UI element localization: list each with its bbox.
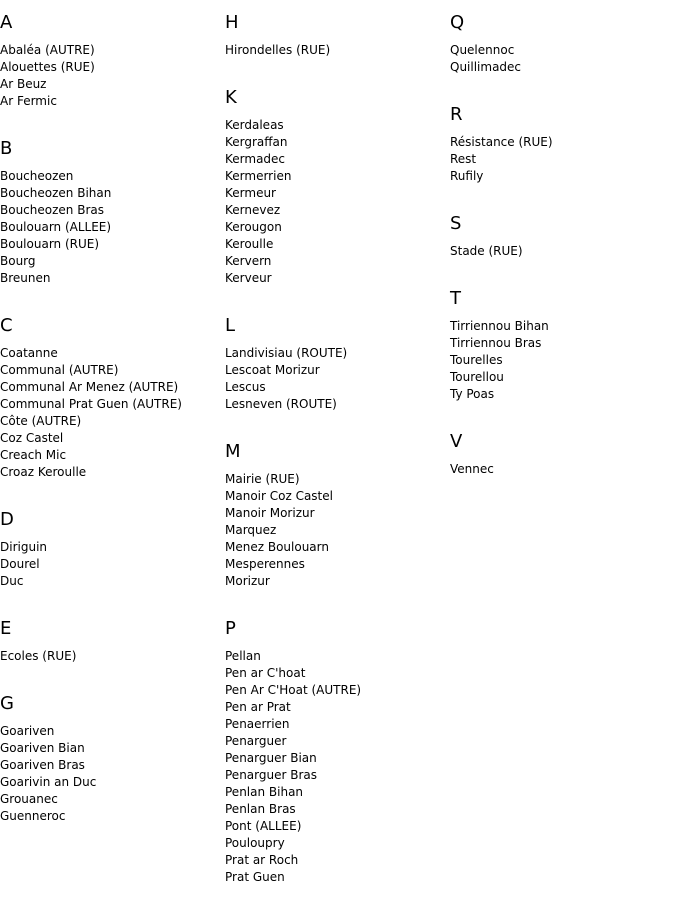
street-link[interactable]: Penarguer [225, 734, 287, 748]
street-link[interactable]: Grouanec [0, 792, 58, 806]
street-link[interactable]: Penlan Bras [225, 802, 296, 816]
street-link[interactable]: Boulouarn (RUE) [0, 237, 100, 251]
street-link[interactable]: Kerougon [225, 220, 282, 234]
street-link[interactable]: Mairie (RUE) [225, 472, 300, 486]
street-link[interactable]: Dourel [0, 557, 40, 571]
street-list [0, 42, 225, 110]
letter-heading: B [0, 138, 13, 159]
street-link[interactable]: Goarivin an Duc [0, 775, 97, 789]
letter-heading: T [450, 288, 461, 309]
street-link[interactable]: Coz Castel [0, 431, 64, 445]
street-link[interactable]: Guenneroc [0, 809, 66, 823]
street-link[interactable]: Manoir Morizur [225, 506, 315, 520]
street-link[interactable]: Kermeur [225, 186, 276, 200]
street-link[interactable]: Coatanne [0, 346, 58, 360]
street-link[interactable]: Boulouarn (ALLEE) [0, 220, 112, 234]
letter-section [0, 693, 225, 825]
street-link[interactable]: Morizur [225, 574, 270, 588]
street-list [225, 471, 450, 590]
letter-heading: C [0, 315, 13, 336]
letter-heading: E [0, 618, 12, 639]
street-link[interactable]: Kermerrien [225, 169, 292, 183]
street-link[interactable]: Manoir Coz Castel [225, 489, 333, 503]
street-link[interactable]: Rufily [450, 169, 484, 183]
street-list [225, 648, 450, 886]
street-list [225, 345, 450, 413]
letter-heading: M [225, 441, 241, 462]
letter-heading: L [225, 315, 236, 336]
letter-heading: S [450, 213, 462, 234]
street-link[interactable]: Quelennoc [450, 43, 515, 57]
street-link[interactable]: Breunen [0, 271, 51, 285]
street-list [450, 318, 675, 403]
street-link[interactable]: Prat ar Roch [225, 853, 299, 867]
street-link[interactable]: Résistance (RUE) [450, 135, 553, 149]
street-link[interactable]: Lescoat Morizur [225, 363, 320, 377]
street-link[interactable]: Pont (ALLEE) [225, 819, 302, 833]
street-link[interactable]: Creach Mic [0, 448, 67, 462]
letter-heading: G [0, 693, 14, 714]
street-link[interactable]: Kergraffan [225, 135, 288, 149]
street-link[interactable]: Bourg [0, 254, 36, 268]
street-link[interactable]: Quillimadec [450, 60, 522, 74]
street-link[interactable]: Diriguin [0, 540, 48, 554]
street-link[interactable]: Abaléa (AUTRE) [0, 43, 95, 57]
street-link[interactable]: Côte (AUTRE) [0, 414, 82, 428]
letter-section [225, 441, 450, 590]
street-link[interactable]: Tourellou [450, 370, 504, 384]
letter-section [450, 431, 675, 478]
street-link[interactable]: Lesneven (ROUTE) [225, 397, 337, 411]
letter-heading: K [225, 87, 237, 108]
street-link[interactable]: Pen ar C'hoat [225, 666, 306, 680]
street-link[interactable]: Communal Prat Guen (AUTRE) [0, 397, 182, 411]
street-index-column-3 [450, 0, 675, 506]
letter-section [450, 104, 675, 185]
street-link[interactable]: Boucheozen Bras [0, 203, 104, 217]
letter-section [225, 87, 450, 287]
street-link[interactable]: Pouloupry [225, 836, 285, 850]
street-list [450, 243, 675, 260]
street-link[interactable]: Ar Beuz [0, 77, 47, 91]
street-link[interactable]: Boucheozen [0, 169, 74, 183]
street-link[interactable]: Communal Ar Menez (AUTRE) [0, 380, 179, 394]
street-link[interactable]: Lescus [225, 380, 266, 394]
letter-section [225, 12, 450, 59]
street-link[interactable]: Croaz Keroulle [0, 465, 87, 479]
street-link[interactable]: Duc [0, 574, 24, 588]
street-link[interactable]: Vennec [450, 462, 494, 476]
street-list [0, 648, 225, 665]
street-link[interactable]: Penlan Bihan [225, 785, 304, 799]
street-link[interactable]: Goariven [0, 724, 55, 738]
street-link[interactable]: Tirriennou Bihan [450, 319, 549, 333]
street-link[interactable]: Keroulle [225, 237, 274, 251]
street-list [225, 42, 450, 59]
street-list [450, 42, 675, 76]
street-link[interactable]: Kervern [225, 254, 272, 268]
street-link[interactable]: Marquez [225, 523, 277, 537]
letter-section [225, 315, 450, 413]
street-list [0, 345, 225, 481]
street-link[interactable]: Prat Guen [225, 870, 285, 884]
street-link[interactable]: Communal (AUTRE) [0, 363, 119, 377]
street-link[interactable]: Tirriennou Bras [450, 336, 542, 350]
street-link[interactable]: Goariven Bian [0, 741, 85, 755]
street-link[interactable]: Penarguer Bras [225, 768, 317, 782]
street-link[interactable]: Ty Poas [450, 387, 495, 401]
street-link[interactable]: Penarguer Bian [225, 751, 317, 765]
street-link[interactable]: Landivisiau (ROUTE) [225, 346, 348, 360]
street-link[interactable]: Menez Boulouarn [225, 540, 329, 554]
letter-heading: V [450, 431, 463, 452]
street-link[interactable]: Tourelles [450, 353, 503, 367]
street-link[interactable]: Ecoles (RUE) [0, 649, 77, 663]
street-link[interactable]: Stade (RUE) [450, 244, 523, 258]
letter-section [225, 618, 450, 886]
street-index-column-2 [225, 0, 450, 914]
street-link[interactable]: Pen ar Prat [225, 700, 291, 714]
street-link[interactable]: Mesperennes [225, 557, 305, 571]
letter-section [450, 213, 675, 260]
letter-section [0, 618, 225, 665]
street-link[interactable]: Kernevez [225, 203, 281, 217]
letter-heading: P [225, 618, 236, 639]
letter-section [450, 288, 675, 403]
street-link[interactable]: Hirondelles (RUE) [225, 43, 331, 57]
street-link[interactable]: Pen Ar C'Hoat (AUTRE) [225, 683, 362, 697]
letter-section [0, 509, 225, 590]
street-link[interactable]: Kerdaleas [225, 118, 284, 132]
street-list [0, 723, 225, 825]
street-link[interactable]: Ar Fermic [0, 94, 57, 108]
street-list [0, 168, 225, 287]
letter-section [0, 138, 225, 287]
letter-section [450, 12, 675, 76]
street-link[interactable]: Goariven Bras [0, 758, 85, 772]
street-link[interactable]: Penaerrien [225, 717, 290, 731]
letter-heading: D [0, 509, 14, 530]
street-index-column-1 [0, 0, 225, 853]
street-link[interactable]: Kerveur [225, 271, 272, 285]
street-list [450, 134, 675, 185]
street-link[interactable]: Boucheozen Bihan [0, 186, 112, 200]
letter-section [0, 12, 225, 110]
letter-heading: A [0, 12, 13, 33]
street-link[interactable]: Kermadec [225, 152, 286, 166]
street-list [0, 539, 225, 590]
letter-heading: Q [450, 12, 465, 33]
letter-heading: R [450, 104, 463, 125]
street-list [450, 461, 675, 478]
street-list [225, 117, 450, 287]
letter-section [0, 315, 225, 481]
street-link[interactable]: Pellan [225, 649, 261, 663]
letter-heading: H [225, 12, 239, 33]
street-link[interactable]: Alouettes (RUE) [0, 60, 95, 74]
street-link[interactable]: Rest [450, 152, 477, 166]
